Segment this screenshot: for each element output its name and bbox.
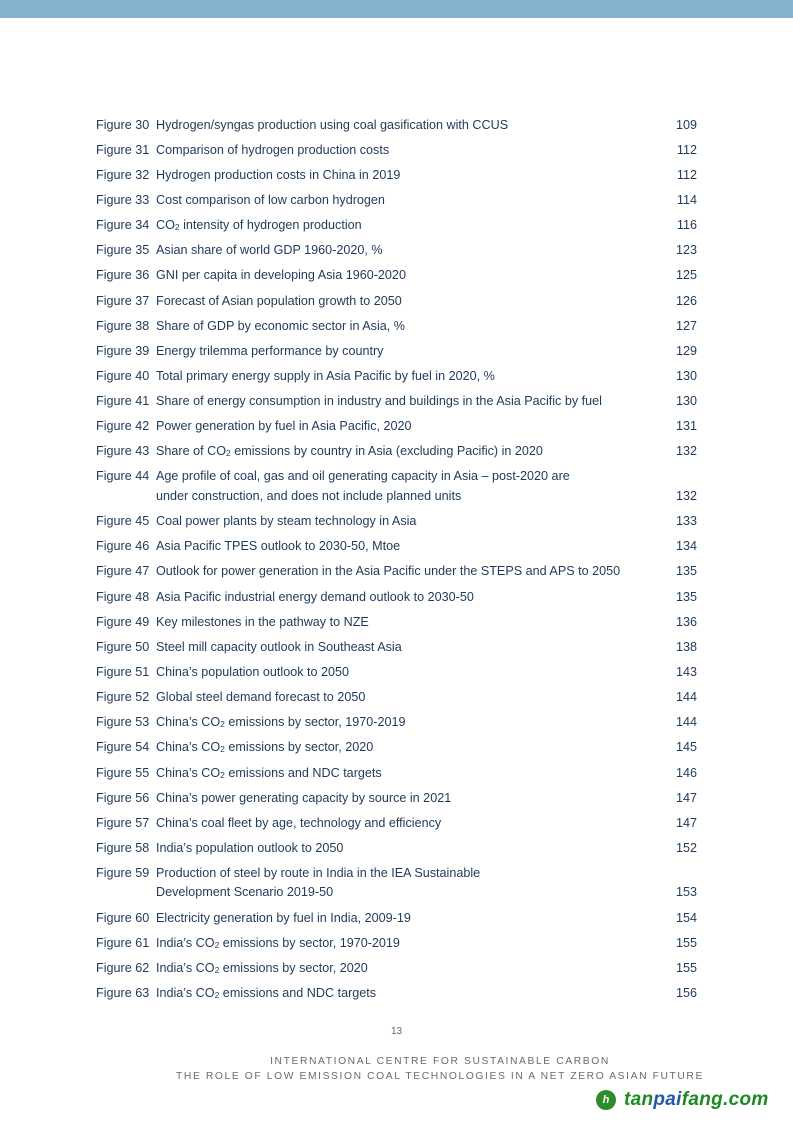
- toc-entry[interactable]: [96, 532, 697, 557]
- figure-label: Figure 58: [96, 840, 150, 855]
- figure-label: Figure 61: [96, 935, 150, 950]
- page-number: 131: [675, 419, 697, 434]
- figure-title: China’s power generating capacity by source in 2021: [156, 790, 452, 805]
- page-number: 147: [675, 790, 697, 805]
- figure-title: India’s $CO_2$ emissions and NDC targets: [156, 986, 377, 1000]
- figure-title: Forecast of Asian population growth to 2050: [156, 293, 402, 308]
- page-number: 152: [675, 840, 697, 855]
- page-number: 136: [675, 614, 697, 629]
- figure-label: Figure 42: [96, 419, 150, 434]
- figure-label: Figure 56: [96, 790, 150, 805]
- figure-title: Age profile of coal, gas and oil generating capacity in Asia – post-2020 are under construction, and does not include planned units: [156, 469, 570, 503]
- figure-title: Asia Pacific TPES outlook to 2030-50, Mtoe: [156, 539, 401, 554]
- toc-entry[interactable]: [96, 236, 697, 261]
- page-number: 155: [675, 960, 697, 975]
- watermark-text: tanpaifang.com: [624, 1089, 769, 1110]
- toc-entry[interactable]: [96, 708, 697, 733]
- page-number: 133: [675, 514, 697, 529]
- figure-title: Key milestones in the pathway to NZE: [156, 614, 369, 629]
- toc-entry[interactable]: [96, 412, 697, 437]
- page-number: 156: [675, 986, 697, 1000]
- figure-label: Figure 32: [96, 167, 150, 182]
- tanpaifang-logo-icon: h: [596, 1090, 616, 1110]
- page-number: 145: [675, 740, 697, 755]
- toc-entry[interactable]: [96, 928, 697, 953]
- figure-title: Asia Pacific industrial energy demand outlook to 2030-50: [156, 589, 474, 604]
- page-folio: 13: [390, 1026, 403, 1037]
- page-number: 112: [676, 167, 697, 182]
- figure-label: Figure 46: [96, 539, 150, 554]
- figure-title: Energy trilemma performance by country: [156, 343, 384, 358]
- toc-entry[interactable]: [96, 387, 697, 412]
- figure-label: Figure 47: [96, 564, 150, 579]
- page-number: 147: [675, 815, 697, 830]
- header-band: [0, 0, 793, 18]
- page-number: 146: [675, 765, 697, 780]
- page-number: 126: [675, 293, 697, 308]
- figure-label: Figure 36: [96, 268, 150, 283]
- footer-organization: INTERNATIONAL CENTRE FOR SUSTAINABLE CARBON: [270, 1056, 610, 1067]
- figure-title: $CO_2$ intensity of hydrogen production: [156, 218, 362, 233]
- list-of-figures: [96, 110, 697, 1004]
- figure-title: China’s $CO_2$ emissions by sector, 2020: [156, 740, 374, 755]
- page-number: 132: [675, 444, 697, 459]
- figure-title: Steel mill capacity outlook in Southeast Asia: [156, 639, 402, 654]
- figure-label: Figure 38: [96, 318, 150, 333]
- figure-label: Figure 63: [96, 986, 150, 1000]
- figure-title: Share of $CO_2$ emissions by country in Asia (excluding Pacific) in 2020: [156, 444, 543, 459]
- watermark: [596, 1089, 769, 1111]
- toc-entry[interactable]: [96, 361, 697, 386]
- figure-title: Hydrogen/syngas production using coal gasification with CCUS: [156, 117, 509, 132]
- toc-entry[interactable]: [96, 336, 697, 361]
- figure-label: Figure 60: [96, 910, 150, 925]
- page-number: 135: [675, 589, 697, 604]
- toc-entry[interactable]: [96, 682, 697, 707]
- page-number: 134: [675, 539, 697, 554]
- figure-label: Figure 49: [96, 614, 150, 629]
- page-number: 125: [675, 268, 697, 283]
- figure-label: Figure 59: [96, 865, 150, 880]
- figure-label: Figure 57: [96, 815, 150, 830]
- toc-entry[interactable]: [96, 261, 697, 286]
- figure-label: Figure 51: [96, 664, 150, 679]
- figure-title: India’s $CO_2$ emissions by sector, 1970-2019: [156, 935, 400, 950]
- toc-entry[interactable]: [96, 160, 697, 185]
- toc-entry[interactable]: [96, 311, 697, 336]
- toc-entry[interactable]: [96, 657, 697, 682]
- page-number: 144: [675, 690, 697, 705]
- toc-entry[interactable]: [96, 211, 697, 236]
- figure-title: China’s coal fleet by age, technology and efficiency: [156, 815, 442, 830]
- running-footer: [0, 1054, 793, 1084]
- figure-title: China’s $CO_2$ emissions and NDC targets: [156, 765, 382, 780]
- page-number: 129: [675, 343, 697, 358]
- figure-label: Figure 35: [96, 243, 150, 258]
- page-number: 144: [675, 715, 697, 730]
- toc-entry[interactable]: [96, 110, 697, 135]
- toc-entry[interactable]: [96, 953, 697, 978]
- page-number: 109: [675, 117, 697, 132]
- toc-entry[interactable]: [96, 437, 697, 462]
- toc-entry[interactable]: [96, 858, 697, 903]
- page-number: 123: [675, 243, 697, 258]
- toc-entry[interactable]: [96, 833, 697, 858]
- figure-label: Figure 41: [96, 394, 150, 409]
- page-number: 130: [675, 394, 697, 409]
- page-number: 114: [676, 193, 697, 208]
- figure-label: Figure 37: [96, 293, 150, 308]
- figure-label: Figure 54: [96, 740, 150, 755]
- toc-entry[interactable]: [96, 978, 697, 1003]
- toc-entry[interactable]: [96, 632, 697, 657]
- figure-title: Production of steel by route in India in the IEA Sustainable Development Scenario 2019-50: [156, 865, 481, 900]
- figure-title: Coal power plants by steam technology in Asia: [156, 514, 417, 529]
- figure-title: Electricity generation by fuel in India, 2009-19: [156, 910, 411, 925]
- figure-label: Figure 55: [96, 765, 150, 780]
- page-number: 154: [675, 910, 697, 925]
- figure-label: Figure 34: [96, 218, 150, 233]
- figure-label: Figure 48: [96, 589, 150, 604]
- figure-title: Cost comparison of low carbon hydrogen: [156, 193, 385, 208]
- figure-label: Figure 52: [96, 690, 150, 705]
- page-number: 116: [676, 218, 697, 233]
- figure-title: India’s population outlook to 2050: [156, 840, 344, 855]
- figure-title: Total primary energy supply in Asia Pacific by fuel in 2020, %: [156, 369, 495, 384]
- toc-entry[interactable]: [96, 783, 697, 808]
- figure-title: China’s population outlook to 2050: [156, 664, 350, 679]
- toc-entry[interactable]: [96, 506, 697, 531]
- figure-title: China’s $CO_2$ emissions by sector, 1970-2019: [156, 715, 406, 730]
- footer-report-title: THE ROLE OF LOW EMISSION COAL TECHNOLOGIES IN A NET ZERO ASIAN FUTURE: [176, 1071, 704, 1082]
- toc-entry[interactable]: [96, 733, 697, 758]
- page-number: 132: [675, 488, 697, 503]
- figure-label: Figure 33: [96, 193, 150, 208]
- toc-entry[interactable]: [96, 135, 697, 160]
- page-number: 155: [675, 935, 697, 950]
- toc-entry[interactable]: [96, 758, 697, 783]
- figure-label: Figure 53: [96, 715, 150, 730]
- page-number: 138: [675, 639, 697, 654]
- figure-label: Figure 45: [96, 514, 150, 529]
- figure-title: Share of GDP by economic sector in Asia, %: [156, 318, 405, 333]
- figure-label: Figure 31: [96, 142, 150, 157]
- figure-title: Power generation by fuel in Asia Pacific, 2020: [156, 419, 412, 434]
- figure-title: India’s $CO_2$ emissions by sector, 2020: [156, 960, 368, 975]
- page-number: 153: [675, 885, 697, 900]
- figure-title: Hydrogen production costs in China in 2019: [156, 167, 401, 182]
- toc-entry[interactable]: [96, 185, 697, 210]
- figure-label: Figure 43: [96, 444, 150, 459]
- figure-title: GNI per capita in developing Asia 1960-2020: [156, 268, 406, 283]
- page-number: 112: [676, 142, 697, 157]
- figure-title: Asian share of world GDP 1960-2020, %: [156, 243, 383, 258]
- figure-label: Figure 50: [96, 639, 150, 654]
- figure-label: Figure 62: [96, 960, 150, 975]
- figure-title: Share of energy consumption in industry and buildings in the Asia Pacific by fuel: [156, 394, 602, 409]
- figure-label: Figure 39: [96, 343, 150, 358]
- toc-entry[interactable]: [96, 808, 697, 833]
- toc-entry[interactable]: [96, 607, 697, 632]
- figure-label: Figure 40: [96, 369, 150, 384]
- figure-title: Outlook for power generation in the Asia Pacific under the STEPS and APS to 2050: [156, 564, 621, 579]
- figure-title: Global steel demand forecast to 2050: [156, 690, 366, 705]
- toc-entry[interactable]: [96, 582, 697, 607]
- page-number: 143: [675, 664, 697, 679]
- figure-label: Figure 30: [96, 117, 150, 132]
- figure-title: Comparison of hydrogen production costs: [156, 142, 390, 157]
- toc-entry[interactable]: [96, 557, 697, 582]
- toc-entry[interactable]: [96, 286, 697, 311]
- toc-entry[interactable]: [96, 903, 697, 928]
- figure-label: Figure 44: [96, 469, 150, 484]
- page-number: 130: [675, 369, 697, 384]
- page-number: 127: [675, 318, 697, 333]
- page-number: 135: [675, 564, 697, 579]
- toc-entry[interactable]: [96, 462, 697, 507]
